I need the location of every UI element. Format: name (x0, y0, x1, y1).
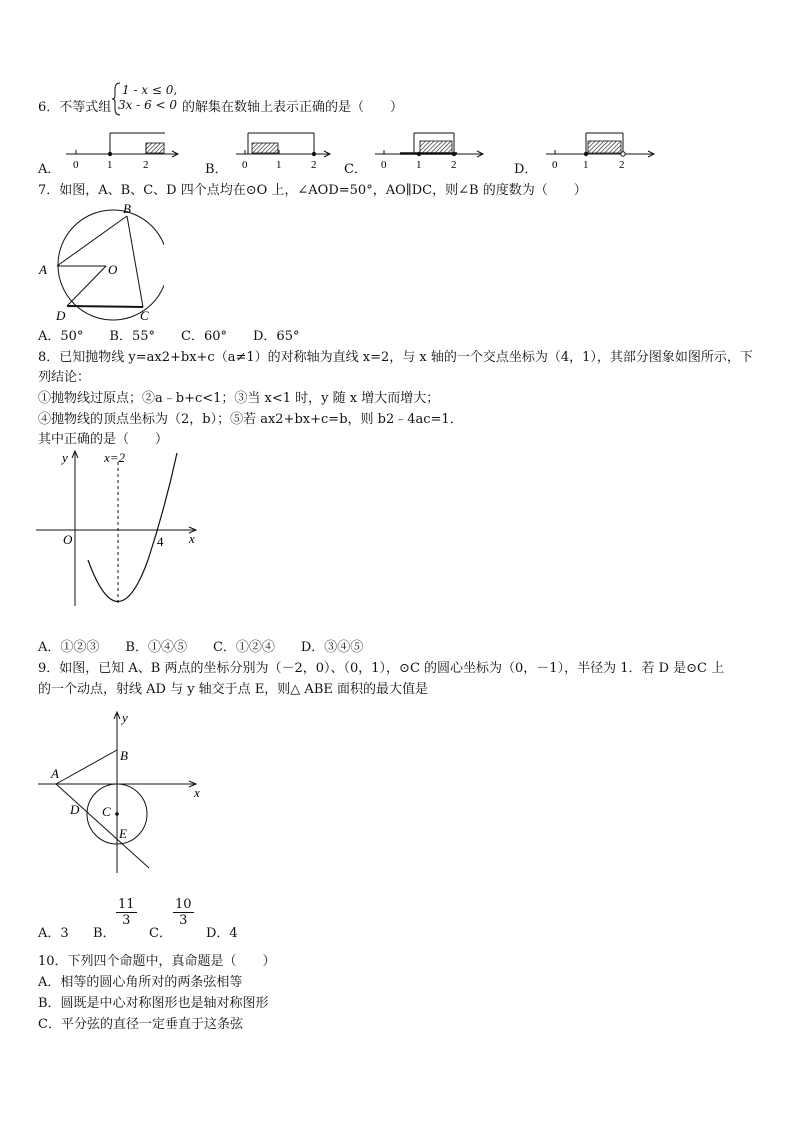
tick-0: 0 (381, 159, 387, 171)
q6-prefix: 6．不等式组 (38, 100, 112, 115)
tick-1: 1 (276, 159, 282, 171)
number-line-c (375, 133, 483, 171)
q7-stem: 7．如图，A、B、C、D 四个点均在⊙O 上，∠AOD=50°，AO∥DC，则∠B 的度数为（ ） (38, 183, 587, 198)
q9-option-a: A．3 (38, 926, 69, 941)
tick-1: 1 (416, 159, 422, 171)
q8-conclusions-line2: ④抛物线的顶点坐标为（2，b）；⑤若 ax2+bx+c=b，则 b2﹣4ac=1． (38, 412, 463, 427)
label-d: D (70, 802, 80, 817)
q9-stem-line1: 9．如图，已知 A、B 两点的坐标分别为（－2，0）、（0，1），⊙C 的圆心坐标为（0，－1），半径为 1．若 D 是⊙C 上 (38, 661, 725, 676)
label-b: B (123, 201, 131, 216)
label-a: A (39, 262, 47, 277)
q6-system-line1: 1 - x ≤ 0, (122, 83, 178, 97)
tick-2: 2 (311, 159, 317, 171)
q8-conclusions-line1: ①抛物线过原点；②a﹣b+c<1；③当 x<1 时，y 随 x 增大而增大； (38, 391, 440, 406)
tick-1: 1 (583, 159, 589, 171)
tick-0: 0 (552, 159, 558, 171)
q9-option-c-fraction (173, 897, 194, 928)
number-line-d (546, 133, 654, 171)
q9-option-b: B． (93, 926, 116, 941)
fraction-numerator: 11 (118, 897, 135, 912)
q6-option-a-letter: A． (38, 162, 61, 177)
q9-option-c: C． (149, 926, 172, 941)
q7-circle-figure (34, 200, 164, 322)
graph-y-label: y (62, 450, 68, 465)
q6-number-lines (0, 125, 794, 175)
q7-options: A．50° B．55° C．60° D．65° (38, 329, 300, 344)
graph-four-label: 4 (157, 534, 164, 549)
fraction-numerator: 10 (175, 897, 192, 912)
q6-option-c-letter: C． (344, 162, 367, 177)
label-o: O (108, 262, 118, 277)
q10-stem: 10．下列四个命题中，真命题是（ ） (38, 954, 276, 969)
label-y: y (122, 710, 128, 725)
graph-axis-label: x=2 (104, 450, 126, 465)
q8-stem-line2: 列结论： (38, 370, 91, 385)
label-e: E (119, 826, 127, 841)
label-c: C (140, 308, 149, 322)
tick-0: 0 (73, 159, 79, 171)
graph-x-label: x (189, 531, 195, 546)
label-x: x (194, 785, 200, 800)
q8-stem-line1: 8．已知抛物线 y=ax2+bx+c（a≠1）的对称轴为直线 x=2，与 x 轴的一个交点坐标为（4，1），其部分图象如图所示，下 (38, 350, 753, 365)
q6-system-line2: 3x - 6 < 0 (118, 98, 178, 112)
q9-option-b-fraction (116, 897, 137, 928)
q6-option-d-letter: D． (514, 162, 538, 177)
fraction-denominator: 3 (173, 912, 194, 928)
q9-option-d: D．4 (206, 926, 238, 941)
q10-option-b: B．圆既是中心对称图形也是轴对称图形 (38, 996, 269, 1011)
number-line-a (66, 133, 178, 171)
q8-options: A．①②③ B．①④⑤ C．①②④ D．③④⑤ (38, 640, 364, 655)
tick-2: 2 (619, 159, 625, 171)
q9-stem-line2: 的一个动点，射线 AD 与 y 轴交于点 E，则△ ABE 面积的最大值是 (38, 682, 429, 697)
tick-2: 2 (143, 159, 149, 171)
label-a: A (51, 766, 59, 781)
tick-1: 1 (107, 159, 113, 171)
label-c: C (102, 804, 111, 819)
tick-2: 2 (451, 159, 457, 171)
q10-option-c: C．平分弦的直径一定垂直于这条弦 (38, 1017, 243, 1032)
graph-origin-label: O (63, 532, 73, 547)
tick-0: 0 (242, 159, 248, 171)
q6-option-b-letter: B． (205, 162, 228, 177)
q10-option-a: A．相等的圆心角所对的两条弦相等 (38, 975, 243, 990)
label-b: B (120, 748, 128, 763)
label-d: D (56, 308, 66, 322)
fraction-denominator: 3 (116, 912, 137, 928)
q8-question: 其中正确的是（ ） (38, 432, 169, 447)
number-line-b (236, 133, 330, 171)
q8-parabola-graph (30, 448, 210, 608)
q9-coordinate-figure (36, 710, 211, 875)
q6-suffix: 的解集在数轴上表示正确的是（ ） (182, 100, 404, 115)
